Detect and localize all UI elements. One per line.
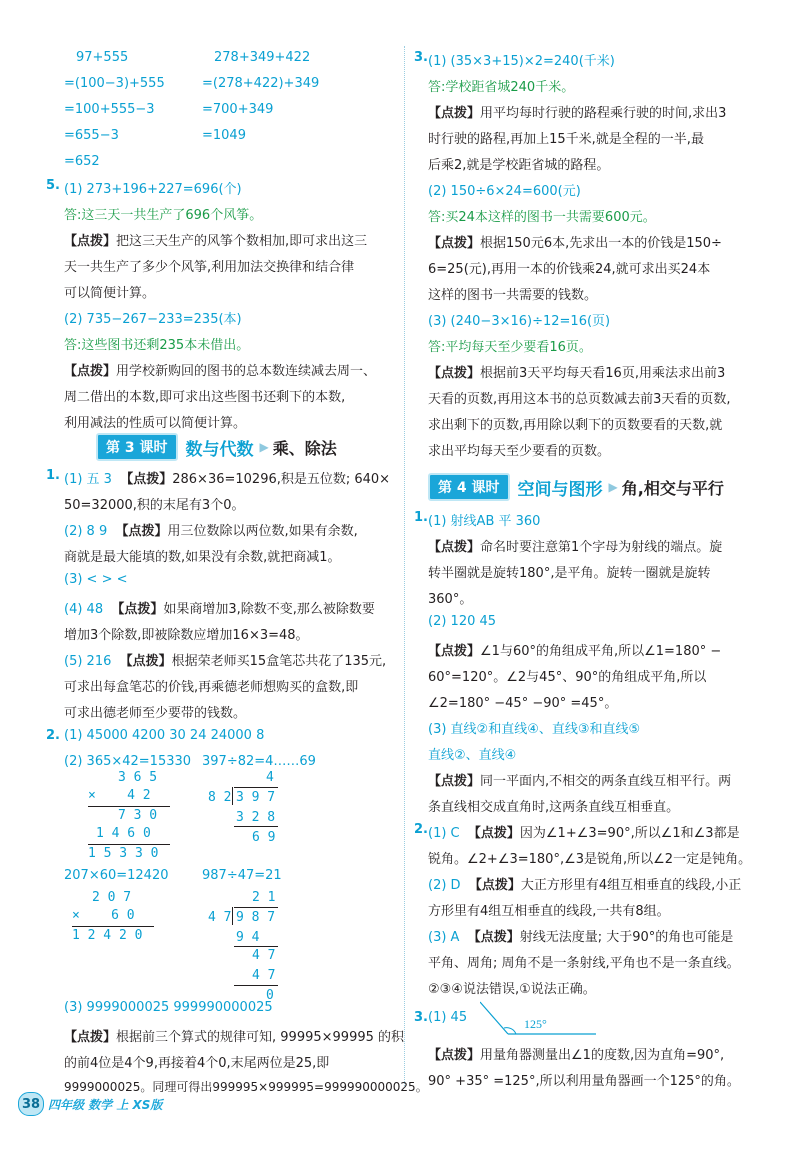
q1-l9: 可求出每盒笔芯的价钱,再乘德老师想购买的盒数,即: [64, 680, 359, 695]
r-q2-l5: (3) A 【点拨】射线无法度量; 大于90°的角也可能是: [428, 930, 734, 945]
q5-a1: 答:这三天一共生产了696个风筝。: [64, 208, 263, 223]
q5-t1-2: 可以简便计算。: [64, 286, 156, 301]
q1-l3: (2) 8 9 【点拨】用三位数除以两位数,如果有余数,: [64, 524, 358, 539]
angle-125-figure: [480, 1000, 600, 1040]
r-q1-number: 1.: [414, 510, 428, 525]
r-q3-t1-2: 后乘2,就是学校距省城的路程。: [428, 158, 610, 173]
r-q3b-t2: 90° +35° =125°,所以利用量角器画一个125°的角。: [428, 1074, 740, 1089]
r-q3-number: 3.: [414, 50, 428, 65]
calc-rule: [232, 907, 233, 925]
q1-l4: 商就是最大能填的数,如果没有余数,就把商减1。: [64, 550, 341, 565]
q5-p2: (2) 735−267−233=235(本): [64, 312, 242, 327]
page-number: 38: [18, 1092, 44, 1116]
calc-a-2: =100+555−3: [64, 102, 155, 117]
q1-l10: 可求出德老师至少要带的钱数。: [64, 706, 247, 721]
r-q3-a2: 答:买24本这样的图书一共需要600元。: [428, 210, 656, 225]
r-q3b-p1: (1) 45: [428, 1010, 468, 1025]
calc-rule: [72, 926, 154, 927]
q5-p1: (1) 273+196+227=696(个): [64, 182, 242, 197]
q2-t2: 的前4位是4个9,再接着4个0,末尾两位是25,即: [64, 1056, 330, 1071]
r-q1-t3-1: 条直线相交成直角时,这两条直线互相垂直。: [428, 800, 680, 815]
column-divider: [404, 46, 405, 1086]
q2-l3b: 987÷47=21: [202, 868, 282, 883]
r-q3-t2-0: 【点拨】根据150元6本,先求出一本的价钱是150÷: [428, 236, 722, 251]
left-column: [46, 48, 428, 1094]
q5-a2: 答:这些图书还剩235本未借出。: [64, 338, 250, 353]
calc-rule: [232, 787, 233, 805]
q2-l3a: 207×60=12420: [64, 868, 169, 883]
r-q1-t2-0: 【点拨】∠1与60°的角组成平角,所以∠1=180° −: [428, 644, 722, 659]
q5-t2-0: 【点拨】用学校新购回的图书的总本数连续减去周一、: [64, 364, 377, 379]
lesson-topic: 空间与图形: [517, 479, 603, 500]
q5-t1-1: 天一共生产了多少个风筝,利用加法交换律和结合律: [64, 260, 355, 275]
q2-l2b: 397÷82=4……69: [202, 754, 316, 769]
calc-a-1: =(100−3)+555: [64, 76, 165, 91]
vertical-multiplication-1: 3 6 5 × 4 2 7 3 0 1 4 6 0 1 5 3 3 0: [88, 770, 188, 860]
calc-rule: [234, 826, 278, 827]
triangle-right-icon: ▶: [608, 480, 618, 494]
long-division-1: 4 8 2 3 9 7 3 2 8 6 9: [208, 770, 308, 865]
q2-l1: (1) 45000 4200 30 24 24000 8: [64, 728, 265, 743]
r-q3-a1: 答:学校距省城240千米。: [428, 80, 575, 95]
lesson-4-header: [428, 474, 724, 500]
r-q2-l2: 锐角。∠2+∠3=180°,∠3是锐角,所以∠2一定是钝角。: [428, 852, 752, 867]
calc-a-3: =655−3: [64, 128, 119, 143]
book-title: 四年级 数学 上 XS版: [48, 1097, 163, 1112]
calc-a-0: 97+555: [76, 50, 129, 65]
r-q1-t1-2: 360°。: [428, 592, 473, 607]
q1-number: 1.: [46, 468, 60, 483]
lesson-pill: 第 4 课时: [428, 473, 510, 501]
r-q1-t3-0: 【点拨】同一平面内,不相交的两条直线互相平行。两: [428, 774, 732, 789]
lesson-subtopic: 乘、除法: [272, 438, 337, 458]
r-q1-p3a: (3) 直线②和直线④、直线③和直线⑤: [428, 722, 641, 737]
r-q3-t3-0: 【点拨】根据前3天平均每天看16页,用乘法求出前3: [428, 366, 726, 381]
calc-rule: [234, 907, 278, 908]
lesson-3-header: [96, 434, 337, 460]
lesson-topic: 数与代数: [185, 439, 254, 460]
r-q3-p3: (3) (240−3×16)÷12=16(页): [428, 314, 611, 329]
q5-t2-2: 利用减法的性质可以简便计算。: [64, 416, 247, 431]
r-q3-p1: (1) (35×3+15)×2=240(千米): [428, 54, 615, 69]
r-q3-t2-2: 这样的图书一共需要的钱数。: [428, 288, 598, 303]
r-q1-p2: (2) 120 45: [428, 614, 497, 629]
q2-t3: 9999000025。同理可得出999995×999995=999990000025。: [64, 1080, 428, 1094]
r-q3b-t1: 【点拨】用量角器测量出∠1的度数,因为直角=90°,: [428, 1048, 725, 1063]
r-q3-t2-1: 6=25(元),再用一本的价钱乘24,就可求出买24本: [428, 262, 711, 277]
r-q3-t1-0: 【点拨】用平均每时行驶的路程乘行驶的时间,求出3: [428, 106, 727, 121]
r-q1-t2-2: ∠2=180° −45° −90° =45°。: [428, 696, 618, 711]
calc-b-3: =1049: [202, 128, 246, 143]
q5-t1-0: 【点拨】把这三天生产的风筝个数相加,即可求出这三: [64, 234, 368, 249]
r-q2-number: 2.: [414, 822, 428, 837]
q1-l1: (1) 五 3 【点拨】286×36=10296,积是五位数; 640×: [64, 472, 391, 487]
vertical-multiplication-2: 2 0 7 × 6 0 1 2 4 2 0: [72, 890, 172, 950]
r-q2-l7: ②③④说法错误,①说法正确。: [428, 982, 596, 997]
calc-rule: [88, 806, 170, 807]
q5-t2-1: 周二借出的本数,即可求出这些图书还剩下的本数,: [64, 390, 346, 405]
lesson-pill: 第 3 课时: [96, 433, 178, 461]
q1-l7: 增加3个除数,即被除数应增加16×3=48。: [64, 628, 309, 643]
q2-l4: (3) 9999000025 999990000025: [64, 1000, 273, 1015]
r-q3-t3-1: 天看的页数,再用这本书的总页数减去前3天看的页数,: [428, 392, 731, 407]
q1-l8: (5) 216 【点拨】根据荣老师买15盒笔芯共花了135元,: [64, 654, 387, 669]
q2-number: 2.: [46, 728, 60, 743]
r-q3-t3-2: 求出剩下的页数,再用除以剩下的页数要看的天数,就: [428, 418, 723, 433]
angle-label: 125°: [524, 1017, 547, 1031]
calc-a-4: =652: [64, 154, 100, 169]
r-q1-t1-0: 【点拨】命名时要注意第1个字母为射线的端点。旋: [428, 540, 723, 555]
q1-l5: (3) < > <: [64, 572, 128, 587]
calc-b-1: =(278+422)+349: [202, 76, 320, 91]
r-q2-l3: (2) D 【点拨】大正方形里有4组互相垂直的线段,小正: [428, 878, 742, 893]
calc-rule: [234, 787, 278, 788]
lesson-subtopic: 角,相交与平行: [621, 478, 724, 498]
r-q2-l4: 方形里有4组互相垂直的线段,一共有8组。: [428, 904, 670, 919]
r-q3-p2: (2) 150÷6×24=600(元): [428, 184, 581, 199]
q1-l6: (4) 48 【点拨】如果商增加3,除数不变,那么被除数要: [64, 602, 375, 617]
page-footer: [18, 1093, 162, 1115]
r-q1-p3b: 直线②、直线④: [428, 748, 517, 763]
tip-tag: 【点拨】: [64, 234, 117, 249]
r-q2-l6: 平角、周角; 周角不是一条射线,平角也不是一条直线。: [428, 956, 740, 971]
r-q1-t2-1: 60°=120°。∠2与45°、90°的角组成平角,所以: [428, 670, 707, 685]
q1-l2: 50=32000,积的末尾有3个0。: [64, 498, 245, 513]
q2-t1: 【点拨】根据前三个算式的规律可知, 99995×99995 的积: [64, 1030, 405, 1045]
q5-number: 5.: [46, 178, 60, 193]
calc-b-0: 278+349+422: [214, 50, 311, 65]
r-q3-a3: 答:平均每天至少要看16页。: [428, 340, 592, 355]
r-q2-l1: (1) C 【点拨】因为∠1+∠3=90°,所以∠1和∠3都是: [428, 826, 740, 841]
calc-rule: [234, 946, 278, 947]
r-q1-t1-1: 转半圈就是旋转180°,是平角。旋转一圈就是旋转: [428, 566, 711, 581]
r-q3b-number: 3.: [414, 1010, 428, 1025]
calc-rule: [88, 844, 170, 845]
calc-b-2: =700+349: [202, 102, 274, 117]
right-column: [416, 48, 766, 1088]
r-q1-p1: (1) 射线AB 平 360: [428, 514, 541, 529]
triangle-right-icon: ▶: [259, 440, 269, 454]
long-division-2: 2 1 4 7 9 8 7 9 4 4 7 4 7 0: [208, 890, 308, 1040]
calc-rule: [234, 985, 278, 986]
r-q3-t1-1: 时行驶的路程,再加上15千米,就是全程的一半,最: [428, 132, 704, 147]
r-q3-t3-3: 求出平均每天至少要看的页数。: [428, 444, 611, 459]
q2-l2a: (2) 365×42=15330: [64, 754, 192, 769]
